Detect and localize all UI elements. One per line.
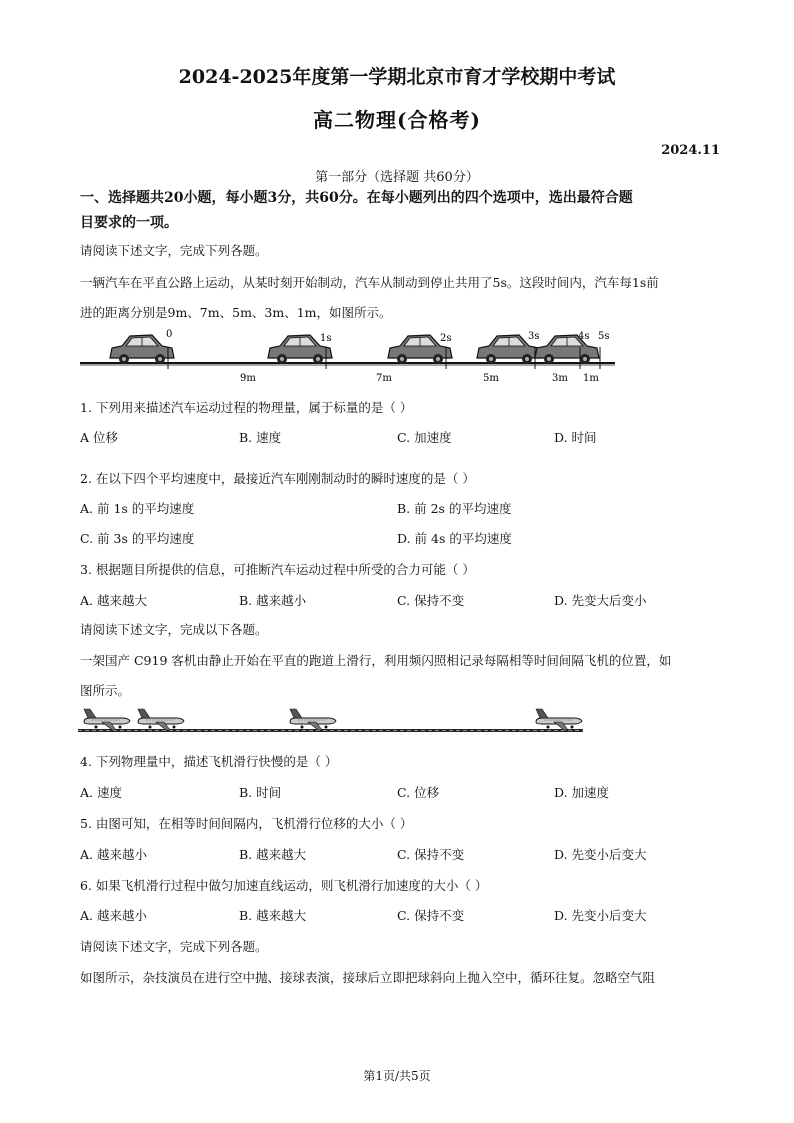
q1-option-d[interactable]: D. 时间 — [554, 430, 597, 445]
q5-option-c[interactable]: C. 保持不变 — [397, 847, 465, 862]
time-label: 4s — [578, 331, 590, 342]
group2-passage-2: 图所示。 — [80, 683, 131, 698]
section-instruction-1: 一、选择题共20小题，每小题3分，共60分。在每小题列出的四个选项中，选出最符合题 — [80, 190, 633, 206]
distance-label: 9m — [240, 373, 256, 384]
q1-option-b[interactable]: B. 速度 — [239, 430, 282, 445]
group1-passage-1: 一辆汽车在平直公路上运动，从某时刻开始制动，汽车从制动到停止共用了5s。这段时间内，汽车每1s前 — [80, 275, 659, 290]
q5-option-d[interactable]: D. 先变小后变大 — [554, 847, 647, 862]
q4-option-a[interactable]: A. 速度 — [80, 785, 122, 800]
time-label: 0 — [166, 329, 173, 340]
q2-option-b[interactable]: B. 前 2s 的平均速度 — [397, 501, 512, 516]
distance-label: 3m — [552, 373, 568, 384]
page-number: 第1页/共5页 — [363, 1069, 431, 1083]
question-3-stem: 3. 根据题目所提供的信息，可推断汽车运动过程中所受的合力可能（ ） — [80, 562, 475, 577]
section-title: 第一部分（选择题 共60分） — [315, 170, 479, 185]
question-2-stem: 2. 在以下四个平均速度中，最接近汽车刚刚制动时的瞬时速度的是（ ） — [80, 471, 475, 486]
q5-option-b[interactable]: B. 越来越大 — [239, 847, 307, 862]
group2-intro: 请阅读下述文字，完成以下各题。 — [80, 622, 268, 637]
plane-taxiing-figure — [78, 706, 588, 736]
q4-option-b[interactable]: B. 时间 — [239, 785, 282, 800]
airplane-icon — [138, 709, 184, 730]
q6-option-c[interactable]: C. 保持不变 — [397, 908, 465, 923]
q4-option-d[interactable]: D. 加速度 — [554, 785, 610, 800]
group3-intro: 请阅读下述文字，完成下列各题。 — [80, 939, 268, 954]
time-label: 3s — [528, 331, 540, 342]
q6-option-b[interactable]: B. 越来越大 — [239, 908, 307, 923]
q1-option-a[interactable]: A 位移 — [80, 430, 119, 445]
car-braking-figure — [80, 325, 625, 385]
question-1-stem: 1. 下列用来描述汽车运动过程的物理量，属于标量的是（ ） — [80, 400, 413, 415]
q3-option-d[interactable]: D. 先变大后变小 — [554, 593, 647, 608]
distance-label: 5m — [483, 373, 499, 384]
question-4-stem: 4. 下列物理量中，描述飞机滑行快慢的是（ ） — [80, 754, 338, 769]
q2-option-a[interactable]: A. 前 1s 的平均速度 — [80, 501, 195, 516]
q5-option-a[interactable]: A. 越来越小 — [80, 847, 147, 862]
time-label: 5s — [598, 331, 610, 342]
group1-passage-2: 进的距离分别是9m、7m、5m、3m、1m，如图所示。 — [80, 305, 392, 320]
section-instruction-2: 目要求的一项。 — [80, 215, 178, 231]
distance-label: 1m — [583, 373, 599, 384]
q2-option-c[interactable]: C. 前 3s 的平均速度 — [80, 531, 195, 546]
q2-option-d[interactable]: D. 前 4s 的平均速度 — [397, 531, 512, 546]
time-label: 1s — [320, 333, 332, 344]
q4-option-c[interactable]: C. 位移 — [397, 785, 440, 800]
q3-option-c[interactable]: C. 保持不变 — [397, 593, 465, 608]
question-6-stem: 6. 如果飞机滑行过程中做匀加速直线运动，则飞机滑行加速度的大小（ ） — [80, 878, 488, 893]
group1-intro: 请阅读下述文字，完成下列各题。 — [80, 243, 268, 258]
group3-passage-1: 如图所示，杂技演员在进行空中抛、接球表演，接球后立即把球斜向上抛入空中，循环往复。忽略空气阻 — [80, 970, 656, 985]
airplane-icon — [84, 709, 130, 730]
exam-title: 2024-2025年度第一学期北京市育才学校期中考试 — [178, 66, 616, 88]
exam-subtitle: 高二物理(合格考) — [313, 108, 481, 132]
car-icon — [110, 335, 174, 364]
q3-option-b[interactable]: B. 越来越小 — [239, 593, 307, 608]
q3-option-a[interactable]: A. 越来越大 — [80, 593, 147, 608]
exam-date: 2024.11 — [661, 143, 720, 158]
airplane-icon — [290, 709, 336, 730]
question-5-stem: 5. 由图可知，在相等时间间隔内，飞机滑行位移的大小（ ） — [80, 816, 413, 831]
q6-option-a[interactable]: A. 越来越小 — [80, 908, 147, 923]
q1-option-c[interactable]: C. 加速度 — [397, 430, 452, 445]
time-label: 2s — [440, 333, 452, 344]
distance-label: 7m — [376, 373, 392, 384]
airplane-icon — [536, 709, 582, 730]
group2-passage-1: 一架国产 C919 客机由静止开始在平直的跑道上滑行，利用频闪照相记录每隔相等时间间隔飞机的位置，如 — [80, 653, 672, 668]
q6-option-d[interactable]: D. 先变小后变大 — [554, 908, 647, 923]
